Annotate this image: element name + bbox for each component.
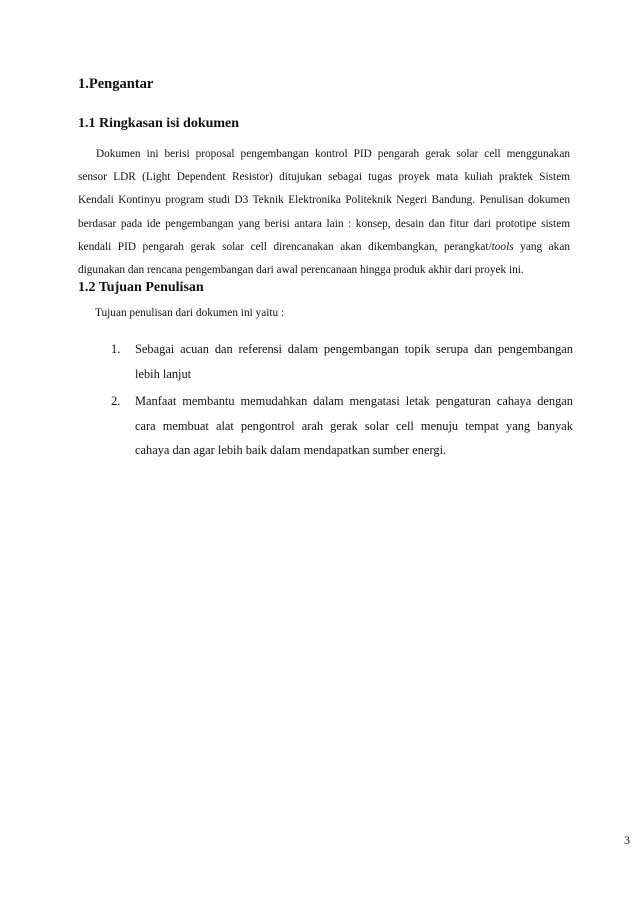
italic-tools-word: tools — [491, 240, 514, 253]
section-2-heading: 1.2 Tujuan Penulisan — [78, 280, 204, 295]
summary-line-1: Dokumen ini berisi proposal pengembangan kontrol PID pengarah gerak solar cell menggunakan — [96, 148, 570, 160]
list-item — [111, 337, 573, 386]
list-item-line: cara membuat alat pengontrol arah gerak solar cell menuju tempat yang banyak — [135, 418, 573, 433]
summary-line-5 — [78, 236, 570, 259]
list-item-line: Sebagai acuan dan referensi dalam pengembangan topik serupa dan pengembangan — [135, 342, 573, 356]
list-item-line: Manfaat membantu memudahkan dalam mengatasi letak pengaturan cahaya dengan — [135, 394, 573, 408]
summary-paragraph — [78, 143, 570, 282]
summary-line-5-tail: yang akan — [513, 240, 570, 253]
list-item-line: lebih lanjut — [135, 366, 192, 381]
list-item-text — [135, 389, 573, 463]
page-number: 3 — [624, 833, 630, 847]
summary-line-5-text: kendali PID pengarah gerak solar cell direncanakan akan dikembangkan, perangkat/ — [78, 240, 492, 253]
list-item-line: cahaya dan agar lebih baik dalam mendapatkan sumber energi. — [135, 443, 447, 457]
section-1-heading: 1.1 Ringkasan isi dokumen — [78, 116, 240, 131]
summary-line-6: digunakan dan rencana pengembangan dari awal perencanaan hingga produk akhir dari proyek ini. — [78, 264, 524, 277]
summary-line-3: Kendali Kontinyu program studi D3 Teknik Elektronika Politeknik Negeri Bandung. Penulisan dokumen — [78, 194, 570, 207]
summary-line-2: sensor LDR (Light Dependent Resistor) ditujukan sebagai tugas proyek mata kuliah praktek Sistem — [78, 171, 570, 184]
list-number: 2. — [111, 394, 121, 408]
summary-line-4: berdasar pada ide pengembangan yang berisi antara lain : konsep, desain dan fitur dari prototipe sistem — [78, 217, 570, 230]
main-heading: 1.Pengantar — [78, 76, 154, 92]
purpose-intro: Tujuan penulisan dari dokumen ini yaitu : — [95, 307, 285, 319]
purpose-list-item-2 — [111, 389, 573, 463]
list-number: 1. — [111, 342, 121, 356]
list-item-text — [135, 337, 573, 386]
list-item — [111, 389, 573, 463]
purpose-list-item-1 — [111, 337, 573, 386]
